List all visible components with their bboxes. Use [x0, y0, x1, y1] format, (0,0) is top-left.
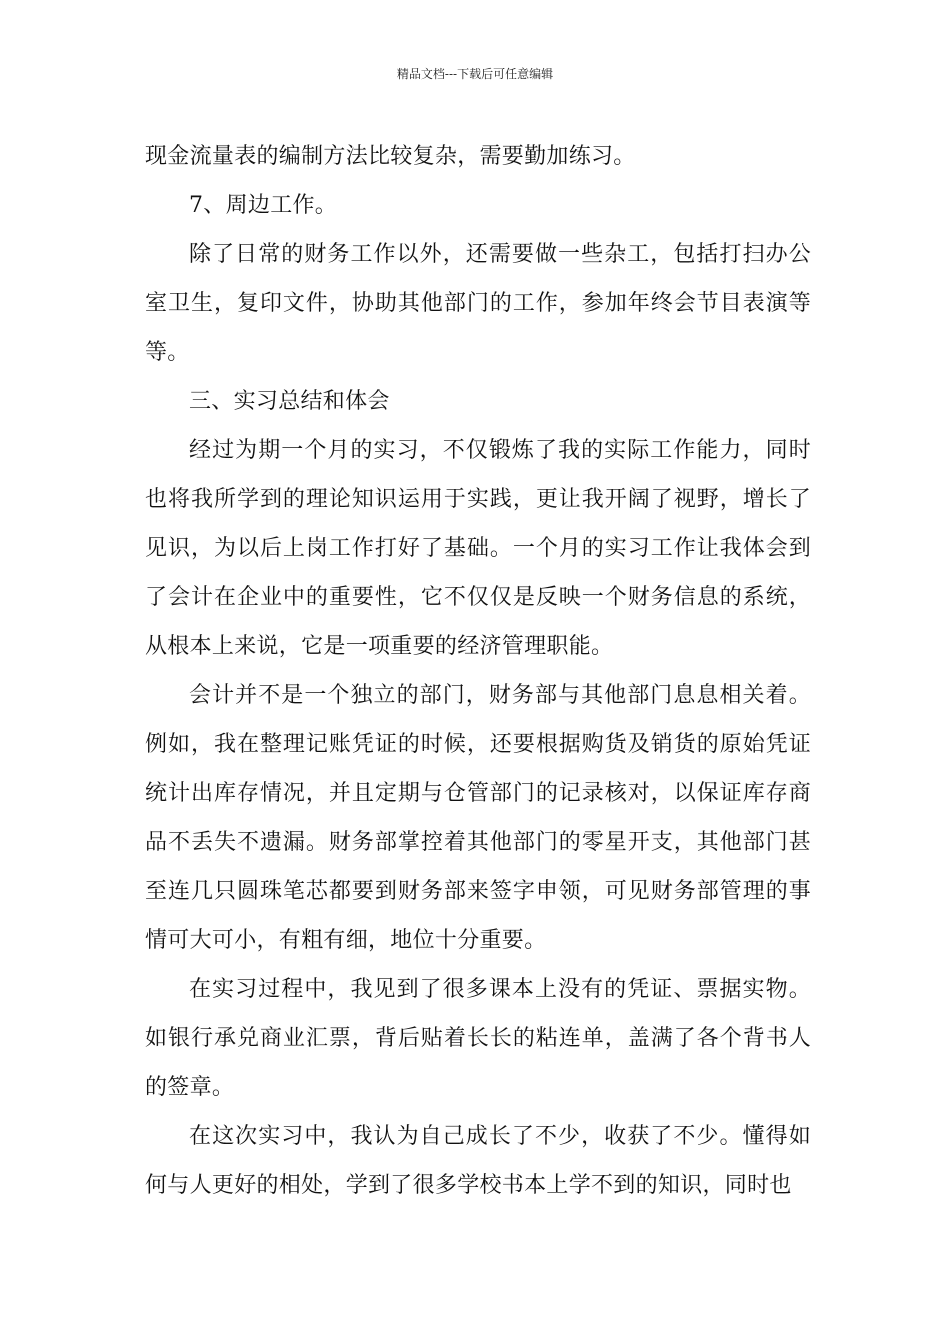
- paragraph-section-7: 7、周边工作。: [189, 193, 338, 218]
- paragraph-summary-1: 经过为期一个月的实习，不仅锻炼了我的实际工作能力，同时也将我所学到的理论知识运用于实践，更让我开阔了视野，增长了见识，为以后上岗工作打好了基础。一个月的实习工作让我体会到了会计在企业中的重要性，它不仅仅是反映一个财务信息的系统，从根本上来说，它是一项重要的经济管理职能。: [145, 438, 811, 659]
- paragraph-odd-jobs: 除了日常的财务工作以外，还需要做一些杂工，包括打扫办公室卫生，复印文件，协助其他部门的工作，参加年终会节目表演等等。: [145, 242, 811, 365]
- paragraph-summary-4: 在这次实习中，我认为自己成长了不少，收获了不少。懂得如何与人更好的相处，学到了很多学校书本上学不到的知识，同时也: [145, 1124, 811, 1198]
- page-header: 精品文档---下载后可任意编辑: [396, 67, 554, 81]
- section-heading-summary: 三、实习总结和体会: [189, 389, 390, 414]
- document-body: [145, 132, 811, 1210]
- paragraph-summary-2: 会计并不是一个独立的部门，财务部与其他部门息息相关着。例如，我在整理记账凭证的时候，还要根据购货及销货的原始凭证统计出库存情况，并且定期与仓管部门的记录核对，以保证库存商品不丢失不遗漏。财务部掌控着其他部门的零星开支，其他部门甚至连几只圆珠笔芯都要到财务部来签字申领，可见财务部管理的事情可大可小，有粗有细，地位十分重要。: [145, 683, 811, 953]
- paragraph-summary-3: 在实习过程中，我见到了很多课本上没有的凭证、票据实物。如银行承兑商业汇票，背后贴着长长的粘连单，盖满了各个背书人的签章。: [145, 977, 811, 1100]
- paragraph-cash-flow: 现金流量表的编制方法比较复杂，需要勤加练习。: [145, 144, 636, 169]
